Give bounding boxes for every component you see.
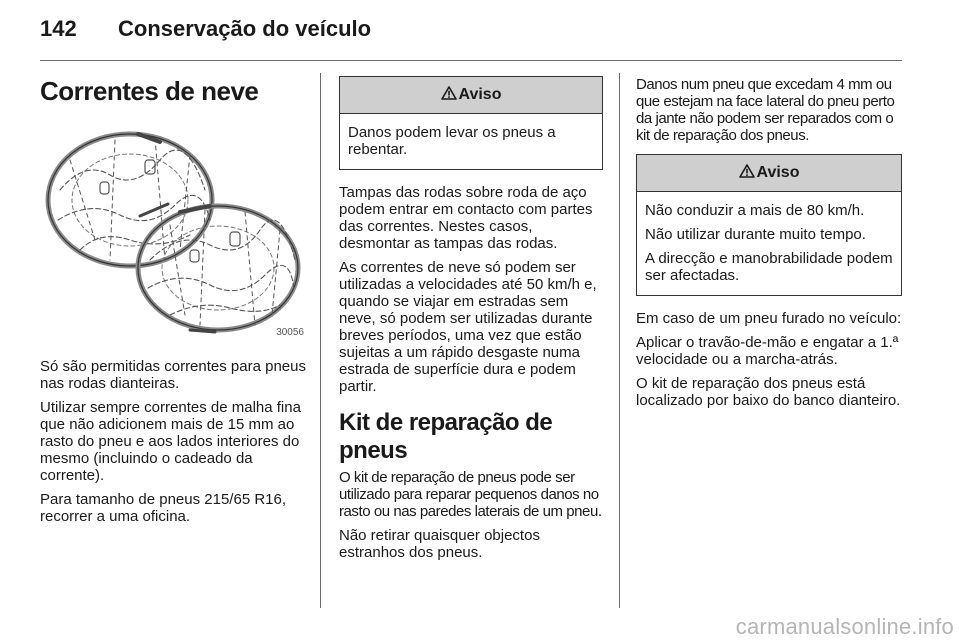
paragraph: Aplicar o travão-de-mão e engatar a 1.ª velocidade ou a marcha-atrás. [636, 334, 899, 368]
warning-text: Danos podem levar os pneus a rebentar. [348, 124, 556, 158]
column-1 [40, 76, 306, 532]
warning-text: A direcção e manobrabilidade podem ser afectadas. [645, 250, 893, 284]
paragraph: O kit de reparação de pneus pode ser utilizado para reparar pequenos danos no rasto ou nas paredes laterais de um pneu. [339, 469, 602, 520]
page-number: 142 [40, 16, 77, 41]
warning-text: Não conduzir a mais de 80 km/h. [645, 202, 865, 219]
paragraph: Só são permitidas correntes para pneus nas rodas dianteiras. [40, 358, 306, 392]
section-title-tyre-repair-kit: Kit de reparação de pneus [339, 409, 553, 464]
section-title-snow-chains: Correntes de neve [40, 76, 259, 106]
warning-title: Aviso [756, 164, 800, 181]
paragraph: O kit de reparação dos pneus está localizado por baixo do banco dianteiro. [636, 375, 901, 409]
paragraph: Tampas das rodas sobre roda de aço podem entrar em contacto com partes das correntes. Nestes casos, desmontar as tampas das rodas. [339, 184, 593, 252]
paragraph: Em caso de um pneu furado no veículo: [636, 310, 902, 327]
warning-body [340, 114, 602, 169]
paragraph: Utilizar sempre correntes de malha fina que não adicionem mais de 15 mm ao rasto do pneu e aos lados interiores do mesmo (incluindo o cadeado da corrente). [40, 399, 301, 484]
warning-triangle-icon [441, 86, 457, 100]
warning-text: Não utilizar durante muito tempo. [645, 226, 866, 243]
column-divider-2 [619, 73, 620, 608]
paragraph: Para tamanho de pneus 215/65 R16, recorrer a uma oficina. [40, 491, 287, 525]
page-header [40, 14, 920, 54]
figure-code: 30056 [276, 327, 304, 338]
warning-box [636, 154, 902, 296]
paragraph: Danos num pneu que excedam 4 mm ou que estejam na face lateral do pneu perto da jante não podem ser reparados com o kit de reparação dos pneus. [636, 76, 895, 144]
paragraph: Não retirar quaisquer objectos estranhos dos pneus. [339, 527, 540, 561]
warning-triangle-icon [739, 164, 755, 178]
column-divider-1 [320, 73, 321, 608]
snow-chains-figure [40, 120, 306, 342]
snow-chains-illustration [40, 120, 306, 342]
header-rule [40, 60, 902, 61]
warning-header [637, 155, 901, 192]
watermark: carmanualsonline.info [735, 614, 954, 639]
paragraph: As correntes de neve só podem ser utilizadas a velocidades até 50 km/h e, quando se viajar em estradas sem neve, só podem ser utilizadas durante breves períodos, uma vez que estão sujeitas a um rápido desgaste numa estrada de superfície dura e podem partir. [339, 259, 597, 395]
column-2 [339, 76, 603, 568]
column-3 [636, 76, 902, 416]
warning-body [637, 192, 901, 295]
warning-header [340, 77, 602, 114]
warning-box [339, 76, 603, 170]
chapter-title: Conservação do veículo [118, 16, 372, 41]
warning-title: Aviso [458, 86, 502, 103]
